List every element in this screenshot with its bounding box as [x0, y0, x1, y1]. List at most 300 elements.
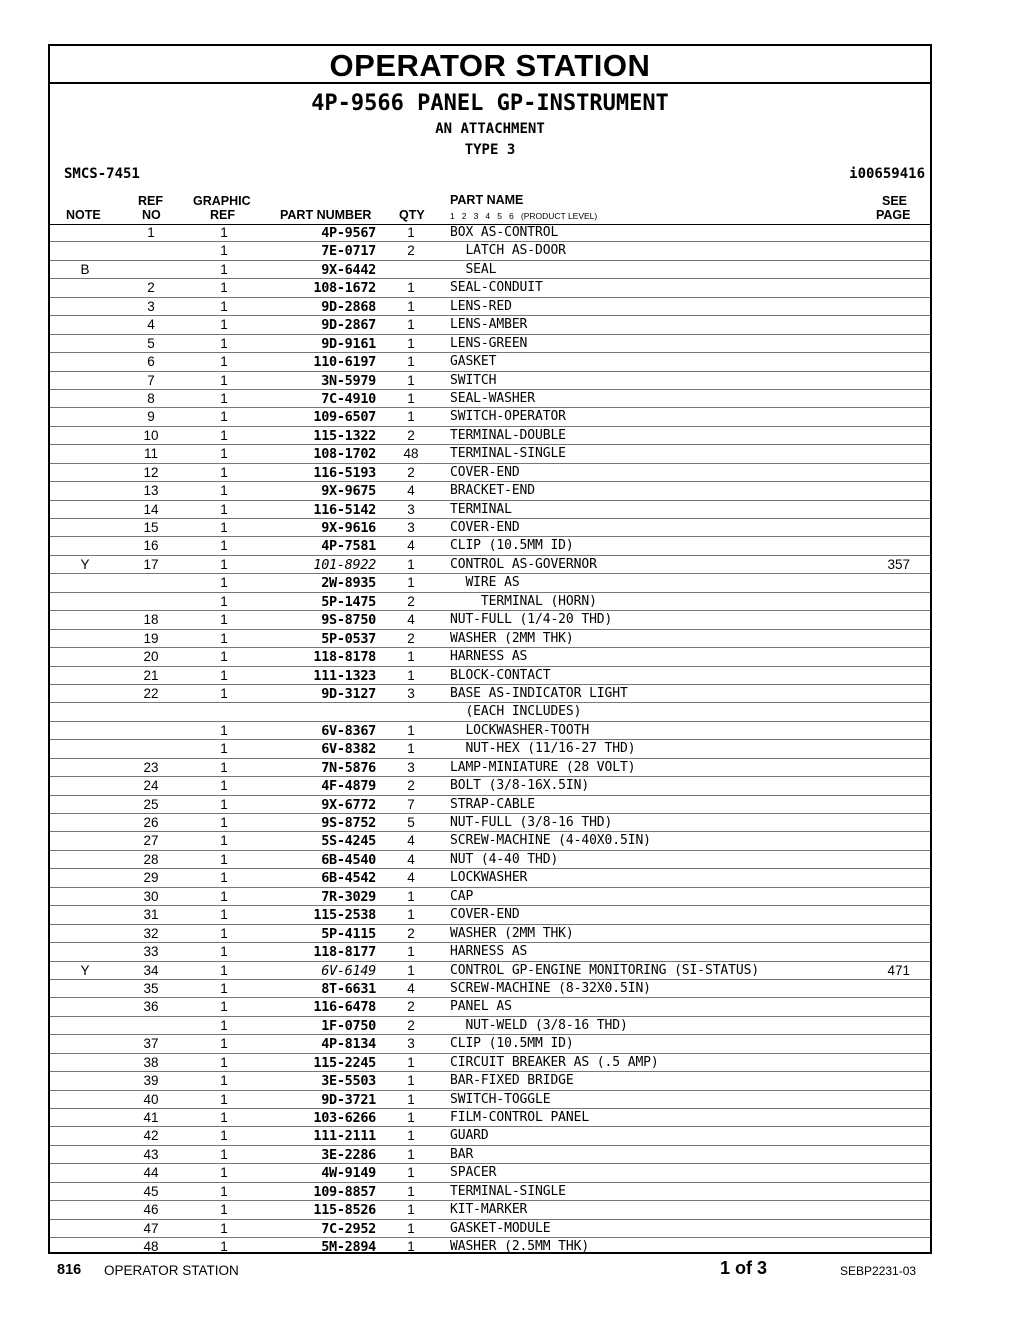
ref-no-cell: 38 [143, 1054, 159, 1070]
col-part-name: PART NAME [450, 193, 524, 207]
part-name-cell: BASE AS-INDICATOR LIGHT [450, 685, 628, 701]
graphic-ref-cell: 1 [220, 833, 228, 849]
graphic-ref-cell: 1 [220, 464, 228, 480]
graphic-ref-cell: 1 [220, 851, 228, 867]
table-row [50, 1146, 930, 1164]
table-row [50, 814, 930, 832]
ref-no-cell: 40 [143, 1091, 159, 1107]
ref-no-cell: 20 [143, 649, 159, 665]
part-number-cell: 3E-5503 [321, 1073, 376, 1090]
part-number-cell: 7N-5876 [321, 759, 376, 776]
part-name-cell: COVER-END [450, 907, 520, 923]
part-name-cell: GUARD [450, 1128, 489, 1144]
ref-no-cell: 8 [147, 390, 155, 406]
table-row [50, 925, 930, 943]
ref-no-cell: 1 [147, 225, 155, 240]
type-line: TYPE 3 [464, 142, 516, 158]
part-name-cell: KIT-MARKER [450, 1202, 528, 1218]
graphic-ref-cell: 1 [220, 815, 228, 830]
part-number-cell: 9S-8752 [321, 815, 376, 831]
qty-cell: 1 [407, 1202, 415, 1218]
parts-table-body [50, 224, 930, 1256]
part-name-cell: SCREW-MACHINE (8-32X0.5IN) [450, 980, 651, 996]
part-number-cell: 9X-6442 [321, 261, 376, 278]
part-number-cell: 115-8526 [313, 1202, 376, 1219]
part-name-cell: COVER-END [450, 520, 520, 535]
table-row [50, 574, 930, 592]
qty-cell: 1 [407, 390, 415, 406]
table-row [50, 445, 930, 463]
graphic-ref-cell: 1 [220, 888, 228, 904]
attachment-line: AN ATTACHMENT [435, 121, 545, 137]
part-number-cell: 6V-6149 [321, 962, 376, 979]
table-row [50, 593, 930, 611]
qty-cell: 1 [407, 1110, 415, 1125]
graphic-ref-cell: 1 [220, 335, 228, 351]
col-see-1: SEE [882, 194, 908, 208]
table-row [50, 869, 930, 887]
graphic-ref-cell: 1 [220, 667, 228, 683]
ref-no-cell: 9 [147, 409, 155, 425]
table-row [50, 998, 930, 1016]
see-page-cell: 357 [887, 556, 910, 572]
qty-cell: 1 [407, 1220, 415, 1236]
col-ref-1: REF [138, 194, 163, 208]
table-row [50, 464, 930, 482]
ref-no-cell: 26 [143, 815, 159, 830]
part-number-cell: 103-6266 [313, 1110, 376, 1126]
parts-list-frame [48, 44, 932, 1254]
part-number-cell: 115-2538 [313, 907, 376, 924]
col-qty: QTY [399, 208, 425, 222]
part-name-cell: BOX AS-CONTROL [450, 225, 559, 240]
part-number-cell: 109-6507 [313, 409, 376, 426]
graphic-ref-cell: 1 [220, 980, 228, 996]
graphic-ref-cell: 1 [220, 446, 228, 462]
qty-cell: 1 [407, 409, 415, 425]
part-number-cell: 6V-8382 [321, 741, 376, 758]
part-number-cell: 111-2111 [313, 1128, 376, 1145]
part-number-cell: 5M-2894 [321, 1239, 376, 1256]
qty-cell: 1 [407, 556, 415, 572]
part-number-cell: 5S-4245 [321, 833, 376, 850]
ref-no-cell: 30 [143, 888, 159, 904]
qty-cell: 3 [407, 501, 415, 517]
part-name-cell: NUT (4-40 THD) [450, 851, 559, 867]
part-name-cell: LOCKWASHER-TOOTH [450, 722, 590, 738]
graphic-ref-cell: 1 [220, 1239, 228, 1255]
footer-doc-number: SEBP2231-03 [840, 1264, 917, 1278]
part-name-cell: BOLT (3/8-16X.5IN) [450, 778, 590, 794]
qty-cell: 1 [407, 372, 415, 388]
qty-cell: 1 [407, 907, 415, 923]
graphic-ref-cell: 1 [220, 649, 228, 665]
graphic-ref-cell: 1 [220, 796, 228, 812]
part-name-cell: LENS-GREEN [450, 335, 528, 351]
table-row [50, 482, 930, 500]
qty-cell: 1 [407, 722, 415, 738]
table-row [50, 1091, 930, 1109]
ref-no-cell: 3 [147, 298, 155, 314]
table-row [50, 1054, 930, 1072]
qty-cell: 1 [407, 1073, 415, 1089]
col-graphic-2: REF [210, 208, 235, 222]
part-number-cell: 108-1702 [313, 446, 376, 463]
qty-cell: 2 [407, 999, 415, 1015]
part-name-cell: SWITCH-OPERATOR [450, 409, 566, 425]
ref-no-cell: 22 [143, 685, 159, 701]
part-name-cell: SEAL-CONDUIT [450, 280, 543, 296]
table-row [50, 980, 930, 998]
ref-no-cell: 19 [143, 630, 159, 646]
part-name-cell: SPACER [450, 1165, 497, 1181]
graphic-ref-cell: 1 [220, 1220, 228, 1236]
qty-cell: 1 [407, 1146, 415, 1162]
part-name-cell: LATCH AS-DOOR [450, 243, 566, 259]
part-name-cell: COVER-END [450, 464, 520, 480]
ref-no-cell: 46 [143, 1202, 159, 1218]
table-row [50, 648, 930, 666]
qty-cell: 1 [407, 1128, 415, 1144]
qty-cell: 2 [407, 427, 415, 443]
ref-no-cell: 47 [143, 1220, 159, 1236]
part-name-cell: WASHER (2MM THK) [450, 925, 574, 941]
col-product-levels: 1 2 3 4 5 6 (PRODUCT LEVEL) [450, 211, 598, 221]
part-number-cell: 6B-4540 [321, 851, 376, 868]
qty-cell: 1 [407, 354, 415, 370]
table-row [50, 390, 930, 408]
graphic-ref-cell: 1 [220, 1165, 228, 1181]
part-name-cell: LENS-AMBER [450, 317, 528, 333]
part-number-cell: 3E-2286 [321, 1146, 376, 1163]
ref-no-cell: 43 [143, 1146, 159, 1162]
part-name-cell: TERMINAL-DOUBLE [450, 427, 566, 443]
smcs-code: SMCS-7451 [64, 166, 140, 182]
part-name-cell: NUT-WELD (3/8-16 THD) [450, 1017, 628, 1033]
qty-cell: 3 [407, 759, 415, 775]
table-row [50, 703, 930, 721]
note-cell: B [80, 261, 90, 277]
table-row [50, 777, 930, 795]
table-row [50, 519, 930, 537]
table-row [50, 685, 930, 703]
part-name-cell: CIRCUIT BREAKER AS (.5 AMP) [450, 1054, 659, 1070]
part-number-cell: 109-8857 [313, 1183, 376, 1200]
footer-page-of: 1 of 3 [720, 1258, 768, 1278]
ref-no-cell: 28 [143, 851, 159, 867]
ref-no-cell: 48 [143, 1239, 159, 1255]
ref-no-cell: 14 [143, 501, 159, 517]
ref-no-cell: 6 [147, 354, 155, 370]
table-row [50, 408, 930, 426]
qty-cell: 1 [407, 280, 415, 296]
part-name-cell: GASKET [450, 354, 497, 370]
qty-cell: 1 [407, 1165, 415, 1181]
part-name-cell: FILM-CONTROL PANEL [450, 1110, 590, 1125]
ref-no-cell: 36 [143, 999, 159, 1015]
part-name-cell: HARNESS AS [450, 944, 528, 960]
see-page-cell: 471 [887, 962, 910, 978]
graphic-ref-cell: 1 [220, 390, 228, 406]
ref-no-cell: 15 [143, 520, 159, 535]
qty-cell: 1 [407, 962, 415, 978]
table-row [50, 759, 930, 777]
graphic-ref-cell: 1 [220, 520, 228, 535]
qty-cell: 2 [407, 925, 415, 941]
graphic-ref-cell: 1 [220, 962, 228, 978]
qty-cell: 1 [407, 335, 415, 351]
table-row [50, 722, 930, 740]
table-row [50, 1238, 930, 1255]
table-header [50, 191, 930, 225]
graphic-ref-cell: 1 [220, 1017, 228, 1033]
part-number-cell: 110-6197 [313, 354, 376, 371]
table-row [50, 537, 930, 555]
ref-no-cell: 33 [143, 944, 159, 960]
part-number-cell: 9D-3127 [321, 685, 376, 702]
part-number-cell: 115-2245 [313, 1054, 376, 1071]
table-row [50, 630, 930, 648]
table-row [50, 1109, 930, 1127]
table-row [50, 851, 930, 869]
ref-no-cell: 18 [143, 612, 159, 628]
part-number-cell: 115-1322 [313, 427, 376, 444]
table-row [50, 906, 930, 924]
col-part-number: PART NUMBER [280, 208, 372, 222]
qty-cell: 1 [407, 1183, 415, 1199]
part-number-cell: 9D-2867 [321, 317, 376, 334]
part-name-cell: SWITCH [450, 372, 497, 388]
part-number-cell: 7E-0717 [321, 243, 376, 260]
qty-cell: 3 [407, 520, 415, 535]
table-row [50, 740, 930, 758]
col-ref-2: NO [142, 208, 161, 222]
part-number-cell: 9D-3721 [321, 1091, 376, 1108]
footer-page-number: 816 [57, 1262, 82, 1278]
part-number-cell: 6V-8367 [321, 722, 376, 739]
table-row [50, 962, 930, 980]
graphic-ref-cell: 1 [220, 501, 228, 517]
ref-no-cell: 11 [143, 446, 158, 462]
part-number-cell: 4P-9567 [321, 225, 376, 241]
ref-no-cell: 45 [143, 1183, 159, 1199]
qty-cell: 1 [407, 944, 415, 960]
part-name-cell: SWITCH-TOGGLE [450, 1091, 551, 1107]
table-row [50, 1127, 930, 1145]
qty-cell: 7 [407, 796, 415, 812]
ref-no-cell: 16 [143, 538, 159, 554]
table-row [50, 667, 930, 685]
part-name-cell: STRAP-CABLE [450, 796, 535, 812]
part-number-cell: 118-8178 [313, 649, 376, 666]
part-number-cell: 116-6478 [313, 999, 376, 1016]
ref-no-cell: 37 [143, 1036, 159, 1052]
qty-cell: 1 [407, 667, 415, 683]
part-number-cell: 5P-1475 [321, 593, 376, 610]
table-row [50, 1017, 930, 1035]
qty-cell: 2 [407, 464, 415, 480]
table-row [50, 888, 930, 906]
part-name-cell: WIRE AS [450, 575, 520, 591]
graphic-ref-cell: 1 [220, 999, 228, 1015]
graphic-ref-cell: 1 [220, 317, 228, 333]
graphic-ref-cell: 1 [220, 778, 228, 794]
qty-cell: 3 [407, 1036, 415, 1052]
graphic-ref-cell: 1 [220, 759, 228, 775]
part-name-cell: BRACKET-END [450, 483, 535, 499]
part-name-cell: SCREW-MACHINE (4-40X0.5IN) [450, 833, 651, 849]
graphic-ref-cell: 1 [220, 1110, 228, 1125]
ref-no-cell: 42 [143, 1128, 159, 1144]
ref-no-cell: 2 [147, 280, 155, 296]
table-row [50, 224, 930, 242]
ref-no-cell: 24 [143, 778, 159, 794]
qty-cell: 2 [407, 243, 415, 259]
part-name-cell: LENS-RED [450, 298, 512, 314]
group-title: 4P-9566 PANEL GP-INSTRUMENT [311, 91, 669, 116]
table-row [50, 501, 930, 519]
footer-section: OPERATOR STATION [104, 1263, 239, 1278]
part-number-cell: 4P-7581 [321, 538, 376, 555]
graphic-ref-cell: 1 [220, 944, 228, 960]
graphic-ref-cell: 1 [220, 280, 228, 296]
graphic-ref-cell: 1 [220, 612, 228, 628]
ref-no-cell: 4 [147, 317, 155, 333]
part-number-cell: 9D-2868 [321, 298, 376, 315]
ref-no-cell: 23 [143, 759, 159, 775]
part-number-cell: 4W-9149 [321, 1165, 376, 1182]
ref-no-cell: 39 [143, 1073, 159, 1089]
graphic-ref-cell: 1 [220, 261, 228, 277]
part-number-cell: 108-1672 [313, 280, 376, 297]
part-number-cell: 4P-8134 [321, 1036, 376, 1053]
part-number-cell: 9S-8750 [321, 612, 376, 629]
part-name-cell: CONTROL GP-ENGINE MONITORING (SI-STATUS) [450, 962, 760, 978]
qty-cell: 1 [407, 225, 415, 240]
table-row [50, 353, 930, 371]
table-row [50, 242, 930, 260]
table-row [50, 796, 930, 814]
part-number-cell: 118-8177 [313, 944, 376, 961]
graphic-ref-cell: 1 [220, 722, 228, 738]
part-name-cell: NUT-FULL (1/4-20 THD) [450, 612, 613, 628]
ref-no-cell: 31 [143, 907, 159, 923]
table-row [50, 1183, 930, 1201]
qty-cell: 1 [407, 317, 415, 333]
ref-no-cell: 27 [143, 833, 159, 849]
graphic-ref-cell: 1 [220, 630, 228, 646]
col-note: NOTE [66, 208, 101, 222]
graphic-ref-cell: 1 [220, 925, 228, 941]
graphic-ref-cell: 1 [220, 1073, 228, 1089]
graphic-ref-cell: 1 [220, 372, 228, 388]
part-name-cell: WASHER (2MM THK) [450, 630, 574, 646]
graphic-ref-cell: 1 [220, 538, 228, 554]
graphic-ref-cell: 1 [220, 685, 228, 701]
part-number-cell: 116-5142 [313, 501, 376, 518]
graphic-ref-cell: 1 [220, 1202, 228, 1218]
table-row [50, 943, 930, 961]
part-name-cell: HARNESS AS [450, 649, 528, 665]
qty-cell: 1 [407, 649, 415, 665]
qty-cell: 4 [407, 851, 415, 867]
graphic-ref-cell: 1 [220, 483, 228, 499]
part-number-cell: 8T-6631 [321, 980, 376, 997]
part-name-cell: LAMP-MINIATURE (28 VOLT) [450, 759, 636, 775]
part-name-cell: CAP [450, 888, 474, 904]
ref-no-cell: 44 [143, 1165, 159, 1181]
graphic-ref-cell: 1 [220, 1146, 228, 1162]
ref-no-cell: 35 [143, 980, 159, 996]
qty-cell: 1 [407, 1091, 415, 1107]
col-see-2: PAGE [876, 208, 911, 222]
qty-cell: 4 [407, 612, 415, 628]
table-row [50, 1072, 930, 1090]
table-row [50, 372, 930, 390]
part-name-cell: TERMINAL (HORN) [450, 593, 597, 609]
part-name-cell: LOCKWASHER [450, 870, 528, 886]
part-number-cell: 3N-5979 [321, 372, 376, 389]
graphic-ref-cell: 1 [220, 225, 228, 240]
table-row [50, 556, 930, 574]
qty-cell: 4 [407, 980, 415, 996]
table-row [50, 611, 930, 629]
graphic-ref-cell: 1 [220, 1128, 228, 1144]
table-row [50, 1201, 930, 1219]
part-number-cell: 5P-0537 [321, 630, 376, 647]
graphic-ref-cell: 1 [220, 1091, 228, 1107]
table-row [50, 298, 930, 316]
qty-cell: 4 [407, 483, 415, 499]
qty-cell: 1 [407, 1239, 415, 1255]
qty-cell: 5 [407, 815, 415, 830]
part-number-cell: 5P-4115 [321, 925, 376, 942]
part-name-cell: BLOCK-CONTACT [450, 667, 551, 683]
part-number-cell: 7C-4910 [321, 390, 376, 407]
ref-no-cell: 7 [147, 372, 155, 388]
table-row [50, 316, 930, 334]
qty-cell: 3 [407, 685, 415, 701]
part-number-cell: 4F-4879 [321, 778, 376, 795]
part-number-cell: 9X-9675 [321, 483, 376, 500]
ref-no-cell: 21 [143, 667, 159, 683]
part-name-cell: CLIP (10.5MM ID) [450, 538, 574, 554]
part-number-cell: 6B-4542 [321, 870, 376, 887]
graphic-ref-cell: 1 [220, 907, 228, 923]
graphic-ref-cell: 1 [220, 409, 228, 425]
qty-cell: 1 [407, 1054, 415, 1070]
qty-cell: 2 [407, 778, 415, 794]
table-row [50, 335, 930, 353]
graphic-ref-cell: 1 [220, 556, 228, 572]
qty-cell: 2 [407, 1017, 415, 1033]
ref-no-cell: 17 [143, 556, 159, 572]
ref-no-cell: 10 [143, 427, 159, 443]
col-graphic-1: GRAPHIC [193, 194, 251, 208]
qty-cell: 2 [407, 593, 415, 609]
graphic-ref-cell: 1 [220, 1183, 228, 1199]
part-number-cell: 116-5193 [313, 464, 376, 481]
table-row [50, 1164, 930, 1182]
ref-no-cell: 5 [147, 335, 155, 351]
part-number-cell: 9D-9161 [321, 335, 376, 352]
part-name-cell: SEAL-WASHER [450, 390, 535, 406]
graphic-ref-cell: 1 [220, 1054, 228, 1070]
ref-no-cell: 41 [143, 1110, 159, 1125]
table-row [50, 261, 930, 279]
note-cell: Y [80, 556, 90, 572]
qty-cell: 4 [407, 870, 415, 886]
